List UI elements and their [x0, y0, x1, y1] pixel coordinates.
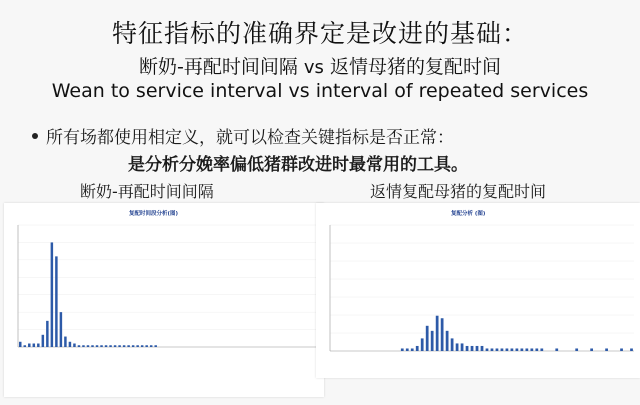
- right-chart-bar: [491, 348, 494, 351]
- right-chart-bar: [446, 331, 449, 351]
- right-chart-bar: [535, 348, 538, 351]
- bullet-text: 所有场都使用相定义，就可以检查关键指标是否正常：: [46, 128, 454, 148]
- right-chart-bar: [466, 346, 469, 351]
- right-chart-bar: [555, 348, 558, 351]
- left-chart-bar: [24, 345, 26, 347]
- left-chart-frame: [4, 203, 324, 397]
- right-chart-bar: [411, 348, 414, 351]
- left-chart-bar: [64, 337, 66, 347]
- right-chart-bar: [436, 316, 439, 351]
- subtitle-en-left: Wean to service interval: [51, 80, 283, 102]
- right-chart-frame: [316, 203, 640, 378]
- left-chart-bar: [145, 345, 147, 347]
- right-chart-bar: [530, 348, 533, 351]
- left-chart-bar: [28, 344, 30, 347]
- left-chart-bar: [123, 345, 125, 347]
- left-chart-bar: [46, 321, 48, 347]
- left-chart-bar: [55, 256, 57, 347]
- left-chart-bar: [132, 345, 134, 347]
- left-chart-title: 复配时间段分析(图): [129, 211, 179, 217]
- bullet-dot-icon: [32, 133, 38, 139]
- left-chart-bar: [73, 344, 75, 347]
- left-chart-bar: [141, 345, 143, 347]
- slide-title: 特征指标的准确界定是改进的基础：: [111, 19, 528, 48]
- left-chart-bar: [91, 345, 93, 347]
- subtitle-en-right: interval of repeated services: [315, 80, 589, 102]
- right-chart-bar: [481, 346, 484, 351]
- right-chart-bar: [401, 348, 404, 351]
- left-chart-svg: [4, 203, 324, 397]
- right-chart-title: 复配分析 (图): [451, 211, 486, 217]
- bullet-bold-text: 是分析分娩率偏低猪群改进时最常用的工具。: [128, 155, 468, 175]
- right-chart-bar: [406, 348, 409, 351]
- right-chart-bar: [520, 348, 523, 351]
- right-chart-bar: [620, 348, 623, 351]
- right-chart-bar: [575, 348, 578, 351]
- left-chart-bar: [118, 345, 120, 347]
- right-chart-svg: [316, 203, 640, 378]
- subtitle-en-vs: vs: [288, 80, 310, 102]
- left-chart-bar: [78, 345, 80, 347]
- right-chart-bar: [421, 338, 424, 351]
- right-chart-bar: [426, 326, 429, 351]
- subtitle-cn-left: 断奶-再配时间间隔: [139, 56, 298, 78]
- left-chart-bar: [127, 345, 129, 347]
- left-chart-bar: [150, 345, 152, 347]
- left-chart-bar: [19, 342, 21, 347]
- left-chart-bar: [69, 342, 71, 347]
- bullet-item: [32, 123, 454, 148]
- right-chart-bar: [525, 348, 528, 351]
- subtitle-cn-right: 返情母猪的复配时间: [329, 56, 501, 78]
- right-chart-heading: 返情复配母猪的复配时间: [370, 182, 547, 201]
- right-chart-bar: [456, 343, 459, 351]
- left-chart-bar: [109, 345, 111, 347]
- right-chart-bar: [451, 338, 454, 351]
- right-chart-bar: [431, 331, 434, 351]
- right-chart-bar: [501, 348, 504, 351]
- left-chart-bar: [42, 335, 44, 347]
- left-chart-bar: [60, 312, 62, 347]
- slide-subtitle-en: [0, 80, 640, 102]
- right-chart-bar: [486, 348, 489, 351]
- left-chart-bar: [82, 345, 84, 347]
- left-chart-bar: [96, 345, 98, 347]
- right-chart-bar: [540, 348, 543, 351]
- right-chart-bar: [590, 348, 593, 351]
- right-chart-bar: [511, 348, 514, 351]
- right-chart-bar: [496, 348, 499, 351]
- right-chart-bar: [605, 348, 608, 351]
- right-chart-bar: [630, 348, 633, 351]
- right-chart-bar: [441, 318, 444, 351]
- right-chart-bar: [506, 348, 509, 351]
- right-chart-bar: [471, 346, 474, 351]
- left-chart-bar: [51, 242, 53, 347]
- left-chart-heading: 断奶-再配时间间隔: [80, 182, 214, 201]
- left-chart-bar: [100, 345, 102, 347]
- left-chart-bar: [87, 345, 89, 347]
- left-chart-bar: [105, 345, 107, 347]
- subtitle-cn-vs: vs: [303, 57, 324, 78]
- right-chart-bar: [476, 346, 479, 351]
- right-chart-bar: [461, 343, 464, 351]
- slide-subtitle-cn: [0, 52, 640, 79]
- right-chart-bar: [516, 348, 519, 351]
- left-chart-bar: [136, 345, 138, 347]
- right-chart-bar: [416, 346, 419, 351]
- left-chart-bar: [154, 345, 156, 347]
- left-chart-bar: [37, 344, 39, 347]
- left-chart-bar: [114, 345, 116, 347]
- left-chart-bar: [33, 344, 35, 347]
